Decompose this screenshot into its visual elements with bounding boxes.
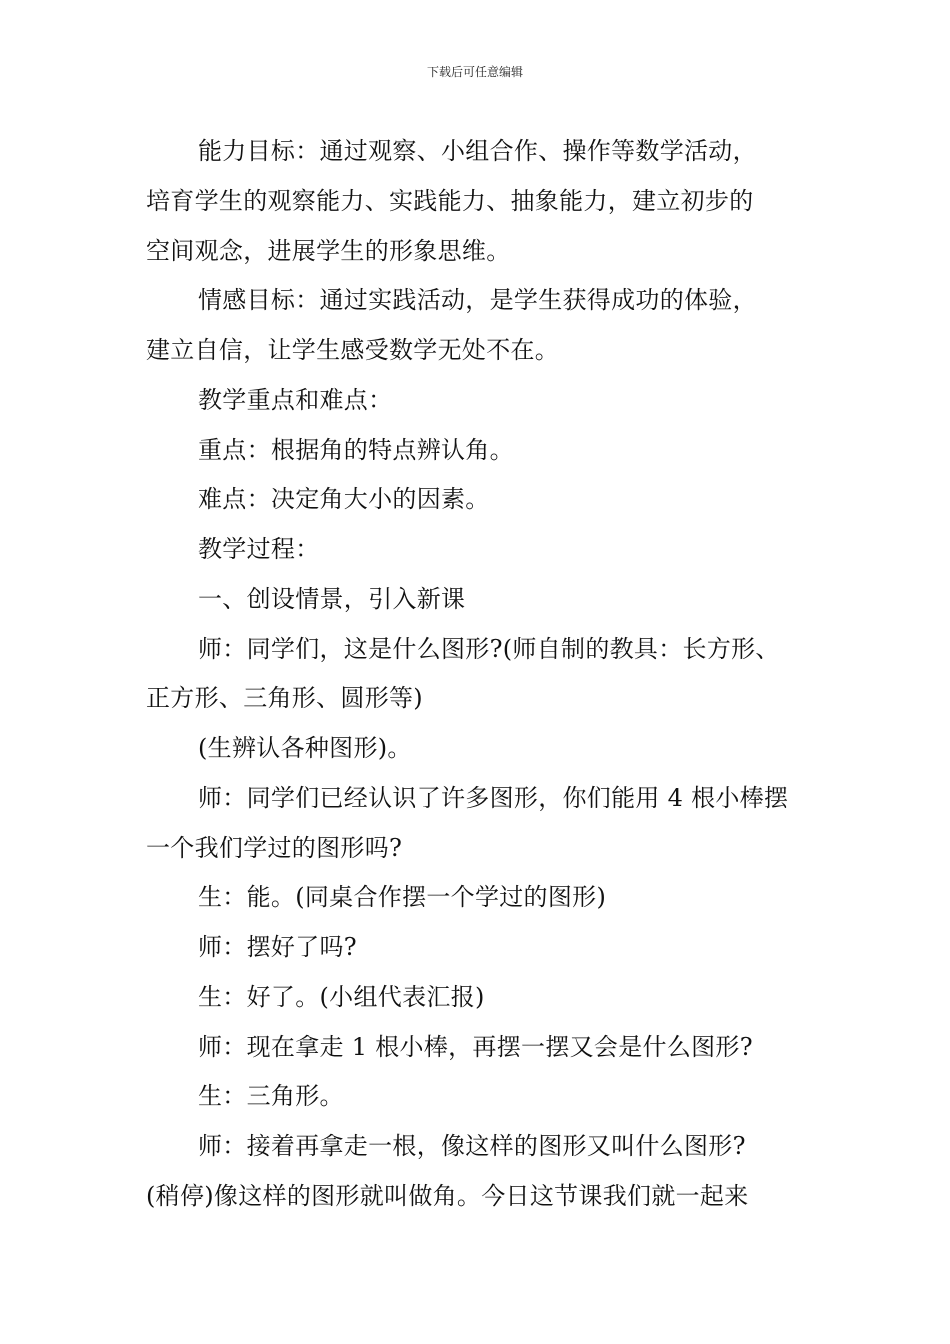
section-heading: 教学过程： <box>198 535 320 563</box>
paragraph-line: 师：摆好了吗? <box>198 933 357 961</box>
paragraph-line: 重点：根据角的特点辨认角。 <box>198 435 514 464</box>
paragraph-line: 一个我们学过的图形吗? <box>146 833 403 862</box>
paragraph-line: 师：同学们已经认识了许多图形，你们能用 4 根小棒摆 <box>198 783 789 812</box>
paragraph-line: 空间观念，进展学生的形象思维。 <box>146 236 511 265</box>
paragraph-line: 师：接着再拿走一根，像这样的图形又叫什么图形? <box>198 1132 746 1160</box>
paragraph-line: 生：好了。(小组代表汇报) <box>198 982 485 1011</box>
page-header: 下载后可任意编辑 <box>426 65 523 79</box>
paragraph-line: (稍停)像这样的图形就叫做角。今日这节课我们就一起来 <box>146 1181 749 1210</box>
paragraph-line: 难点：决定角大小的因素。 <box>198 485 490 514</box>
paragraph-line: 正方形、三角形、圆形等) <box>146 684 423 713</box>
section-heading: 教学重点和难点： <box>198 385 393 414</box>
paragraph-line: 师：同学们，这是什么图形?(师自制的教具：长方形、 <box>198 634 780 663</box>
paragraph-line: 能力目标：通过观察、小组合作、操作等数学活动， <box>198 137 757 165</box>
section-heading: 一、创设情景，引入新课 <box>198 584 466 613</box>
paragraph-line: (生辨认各种图形)。 <box>198 734 412 762</box>
paragraph-line: 生：能。(同桌合作摆一个学过的图形) <box>198 883 607 912</box>
paragraph-line: 师：现在拿走 1 根小棒，再摆一摆又会是什么图形? <box>198 1032 753 1061</box>
paragraph-line: 生：三角形。 <box>198 1082 344 1111</box>
document-body <box>146 127 836 1222</box>
paragraph-line: 建立自信，让学生感受数学无处不在。 <box>146 336 560 364</box>
paragraph-line: 培育学生的观察能力、实践能力、抽象能力，建立初步的 <box>146 186 754 215</box>
paragraph-line: 情感目标：通过实践活动，是学生获得成功的体验， <box>198 286 757 315</box>
